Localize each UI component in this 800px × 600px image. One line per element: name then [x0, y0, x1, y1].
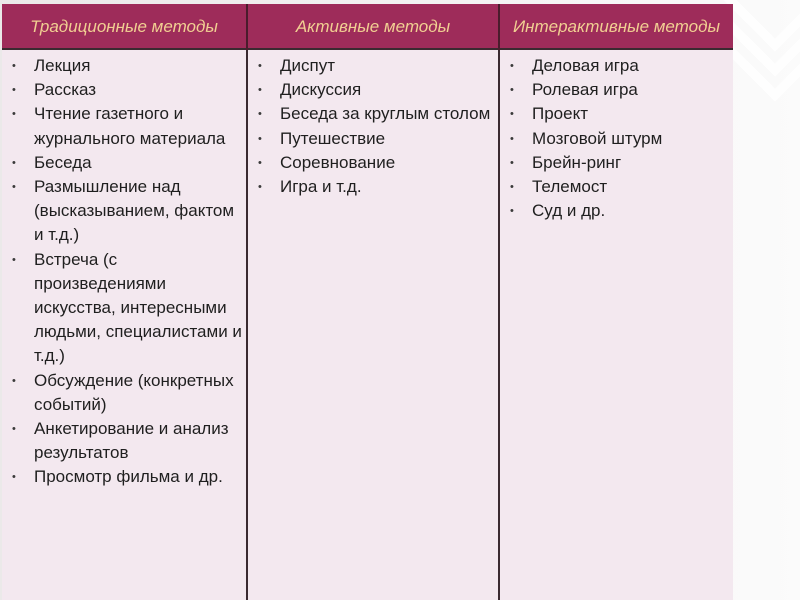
list-item-text: Игра и т.д.: [280, 177, 362, 197]
list-item: [248, 78, 498, 102]
bullet-icon: •: [510, 108, 514, 121]
bullet-icon: •: [258, 60, 262, 72]
list-item-text: Путешествие: [280, 128, 386, 148]
list-item-text: Рассказ: [34, 80, 97, 100]
list-item-text: Дискуссия: [280, 80, 362, 100]
list-item: [2, 417, 246, 465]
active-methods-cell: [247, 49, 499, 600]
list-item-text: Мозговой штурм: [532, 128, 663, 148]
header-active: Активные методы: [247, 4, 499, 49]
bullet-icon: •: [510, 84, 514, 97]
list-item-text: Проект: [532, 104, 588, 124]
bullet-icon: •: [258, 84, 262, 97]
list-item-text: Просмотр фильма и др.: [34, 467, 223, 487]
header-traditional: Традиционные методы: [2, 4, 247, 49]
list-item: [248, 54, 498, 78]
list-item: [248, 175, 498, 199]
list-item-text: Соревнование: [280, 152, 396, 172]
list-item-text: Беседа: [34, 152, 92, 172]
list-item: [2, 54, 246, 78]
list-item: [500, 78, 733, 102]
header-interactive: Интерактивные методы: [499, 4, 733, 49]
bullet-icon: •: [258, 156, 262, 169]
bullet-icon: •: [510, 205, 514, 218]
list-item: [500, 175, 733, 199]
list-item-text: Ролевая игра: [532, 80, 638, 100]
list-item-text: Встреча (с произведениями искусства, интересными людьми, специалистами и т.д.): [34, 249, 242, 366]
list-item-text: Диспут: [280, 56, 336, 75]
bullet-icon: •: [12, 253, 16, 266]
bullet-icon: •: [12, 471, 16, 484]
bullet-icon: •: [510, 60, 514, 72]
list-item: [2, 248, 246, 369]
bullet-icon: •: [258, 132, 262, 145]
list-item-text: Брейн-ринг: [532, 152, 622, 172]
list-item: [500, 151, 733, 175]
list-item: [2, 78, 246, 102]
list-item: [2, 102, 246, 150]
list-item-text: Деловая игра: [532, 56, 639, 75]
bullet-icon: •: [12, 60, 16, 72]
list-item: [248, 102, 498, 126]
list-item: [500, 199, 733, 223]
bullet-icon: •: [12, 84, 16, 97]
list-item: [2, 369, 246, 417]
traditional-methods-cell: [2, 49, 247, 600]
traditional-methods-list: [2, 54, 246, 490]
bullet-icon: •: [12, 423, 16, 436]
list-item: [2, 151, 246, 175]
bullet-icon: •: [12, 374, 16, 387]
list-item-text: Беседа за круглым столом: [280, 104, 491, 124]
list-item-text: Лекция: [34, 56, 91, 75]
bullet-icon: •: [258, 108, 262, 121]
bullet-icon: •: [12, 108, 16, 121]
methods-table: [2, 4, 733, 600]
bullet-icon: •: [510, 132, 514, 145]
bullet-icon: •: [510, 156, 514, 169]
interactive-methods-list: [500, 54, 733, 223]
active-methods-list: [248, 54, 498, 199]
list-item: [2, 465, 246, 489]
list-item: [248, 151, 498, 175]
list-item-text: Размышление над (высказыванием, фактом и т.д.): [34, 177, 235, 245]
interactive-methods-cell: [499, 49, 733, 600]
bullet-icon: •: [510, 181, 514, 194]
list-item-text: Суд и др.: [532, 201, 606, 221]
bullet-icon: •: [12, 156, 16, 169]
list-item-text: Чтение газетного и журнального материала: [34, 104, 226, 148]
header-row: [2, 4, 733, 49]
list-item: [500, 54, 733, 78]
bullet-icon: •: [258, 181, 262, 194]
bullet-icon: •: [12, 181, 16, 194]
list-item-text: Телемост: [532, 177, 608, 197]
list-item-text: Обсуждение (конкретных событий): [34, 370, 234, 414]
list-item: [2, 175, 246, 248]
list-item: [500, 102, 733, 126]
list-item: [248, 127, 498, 151]
list-item-text: Анкетирование и анализ результатов: [34, 419, 229, 463]
content-row: [2, 49, 733, 600]
list-item: [500, 127, 733, 151]
